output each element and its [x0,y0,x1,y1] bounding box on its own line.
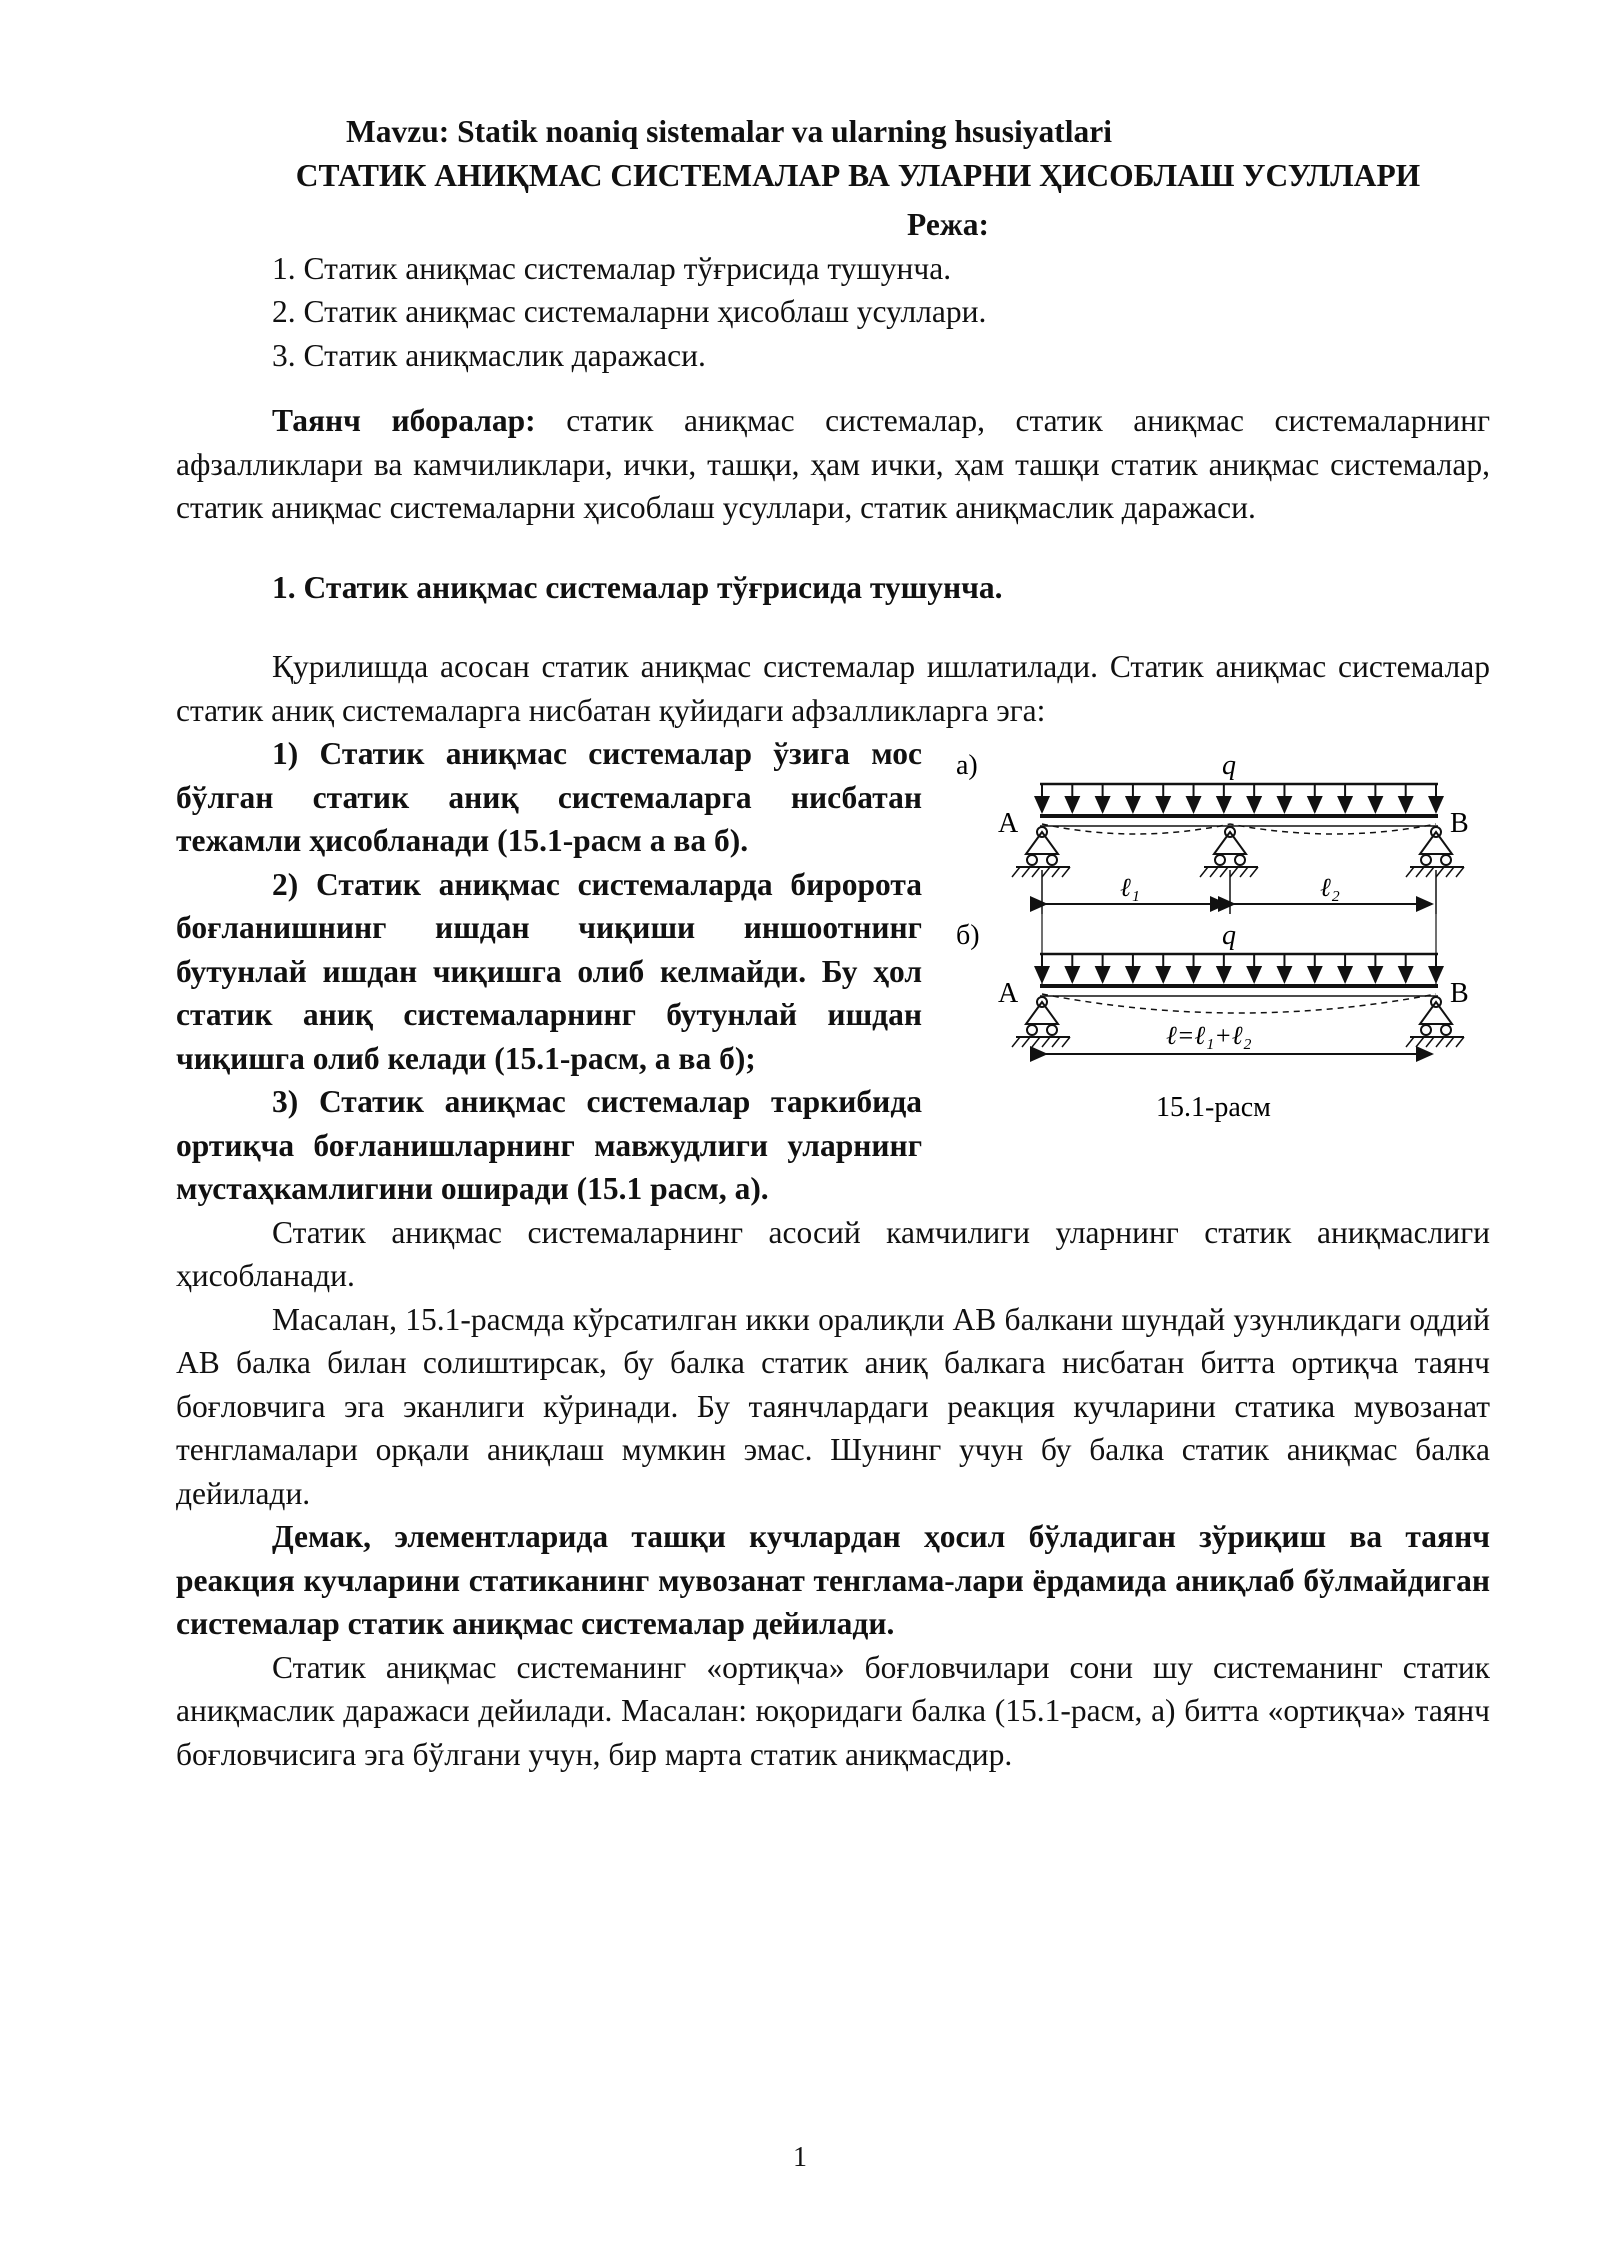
support-label-a-right: B [1450,808,1469,839]
pin-support-icon [1012,997,1070,1047]
keywords-paragraph [176,399,1490,530]
advantage-3: 3) Статик аниқмас системалар таркибида ортиқча боғланишларнинг мавжудлиги уларнинг мустаҳкамлигини оширади (15.1 расм, а). [176,1084,922,1206]
plan-item-3: 3. Статик аниқмаслик даражаси. [272,337,706,373]
example-paragraph: Масалан, 15.1-расмда кўрсатилган икки оралиқли АВ балкани шундай узунликдаги оддий АВ балка билан солиштирсак, бу балка статик аниқ балкага нисбатан битта ортиқча таянч боғловчига эга эканлиги кўринади. Бу таянчлардаги реакция кучларини статика мувозанат тенгламалари орқали аниқлаш мумкин эмас. Шунинг учун бу балка статик аниқмас балка дейилади. [176,1301,1490,1511]
definition-paragraph: Демак, элементларида ташқи кучлардан ҳосил бўладиган зўриқиш ва таянч реакция кучларини статиканинг мувозанат тенглама-лари ёрдамида аниқлаб бўлмайдиган системалар статик аниқмас системалар дейилади. [176,1519,1490,1641]
figure-15-1 [950,736,1490,1156]
roller-support-icon [1200,827,1258,877]
spacer [176,530,1490,566]
plan-item-1: 1. Статик аниқмас системалар тўғрисида тушунча. [272,250,952,286]
plan-item-2: 2. Статик аниқмас системаларни ҳисоблаш усуллари. [272,294,987,329]
document-title: СТАТИК АНИҚМАС СИСТЕМАЛАР ВА УЛАРНИ ҲИСОБЛАШ УСУЛЛАРИ [295,157,1421,193]
distributed-load-b [1042,954,1436,982]
advantage-1: 1) Статик аниқмас системалар ўзига мос бўлган статик аниқ системаларга нисбатан тежамли ҳисобланади (15.1-расм а ва б). [176,736,922,858]
degree-paragraph: Статик аниқмас системанинг «ортиқча» боғловчилари сони шу системанинг статик аниқмаслик даражаси дейилади. Масалан: юқоридаги балка (15.1-расм, а) битта «ортиқча» таянч боғловчисига эга бўлгани учун, бир марта статик аниқмасдир. [176,1649,1490,1772]
topic-line: Mavzu: Statik noaniq sistemalar va ularning hsusiyatlari [346,114,1113,149]
figure-label-a: а) [956,750,978,781]
section1-intro: Қурилишда асосан статик аниқмас системалар ишлатилади. Статик аниқмас системалар статик аниқ системаларга нисбатан қуйидаги афзалликларга эга: [176,649,1490,728]
plan-heading: Режа: [907,207,989,242]
beam-diagram [950,736,1490,1156]
spacer [176,609,1490,645]
advantage-2: 2) Статик аниқмас системаларда биророта боғланишнинг ишдан чиқиши иншоотнинг бутунлай ишдан чиқишга олиб келмайди. Бу ҳол статик аниқ системаларнинг бутунлай ишдан чиқишга олиб келади (15.1-расм, а ва б); [176,866,922,1076]
pin-support-icon [1012,827,1070,877]
page-number: 1 [793,2142,807,2173]
load-label-b: q [1222,920,1236,951]
support-label-b-left: A [998,978,1019,1009]
support-label-a-left: A [998,808,1019,839]
figure-caption: 15.1-расм [1156,1092,1271,1123]
disadvantage-paragraph: Статик аниқмас системаларнинг асосий камчилиги уларнинг статик аниқмаслиги ҳисобланади. [176,1214,1490,1293]
distributed-load-a [1042,784,1436,812]
document-body [176,110,1490,1776]
load-label-a: q [1222,750,1236,781]
section1-heading: 1. Статик аниқмас системалар тўғрисида тушунча. [272,569,1003,605]
span-label-total: ℓ=ℓ₁+ℓ₂ [1166,1021,1252,1050]
deflection-curve-b [1042,994,1436,1013]
span-label-l1: ℓ₁ [1120,873,1140,902]
keywords-text: статик аниқмас системалар, статик аниқмас системаларнинг афзалликлари ва камчиликлари, ички, ташқи, ҳам ички, ҳам ташқи статик аниқмас системалар, статик аниқмас системаларни ҳисоблаш усуллари, статик аниқмаслик даражаси. [176,403,1490,525]
keywords-label: Таянч иборалар: [272,403,536,438]
figure-label-b: б) [956,920,980,951]
span-label-l2: ℓ₂ [1320,873,1340,902]
support-label-b-right: B [1450,978,1469,1009]
